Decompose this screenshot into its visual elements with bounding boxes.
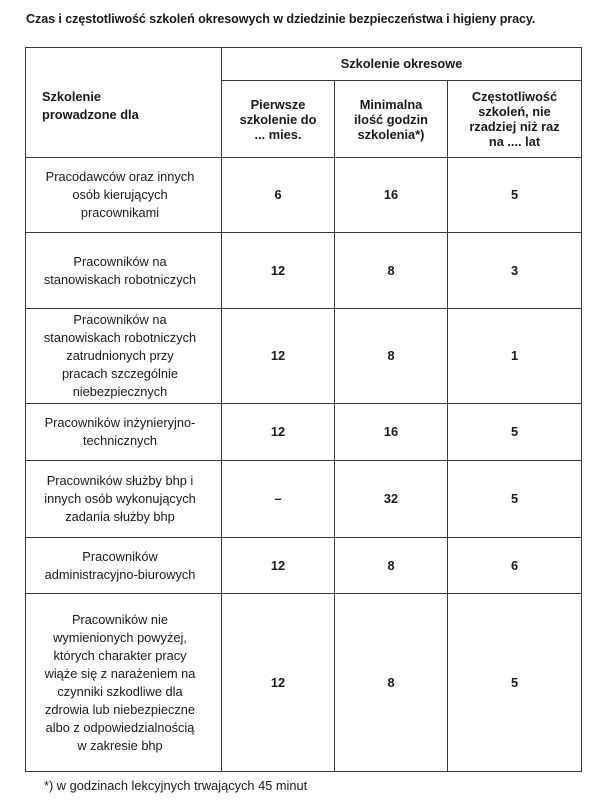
row-label-cell xyxy=(26,461,222,538)
header-column-frequency-text: Częstotliwość szkoleń, nie rzadziej niż raz na .... lat xyxy=(469,89,560,149)
value-min-hours: 8 xyxy=(335,309,448,404)
row-label: Pracodawców oraz innych osób kierujących pracownikami xyxy=(45,169,195,220)
value-min-hours: 16 xyxy=(335,404,448,461)
header-column-first-training xyxy=(222,81,335,158)
document-title: Czas i częstotliwość szkoleń okresowych w dziedzinie bezpieczeństwa i higieny pracy. xyxy=(26,12,536,26)
value-min-hours: 16 xyxy=(335,158,448,233)
table-row xyxy=(26,309,582,404)
value-frequency: 5 xyxy=(448,594,582,772)
row-label-cell xyxy=(26,594,222,772)
footnote: *) w godzinach lekcyjnych trwających 45 minut xyxy=(44,778,308,793)
row-label-cell xyxy=(26,158,222,233)
table-row xyxy=(26,158,582,233)
header-column-min-hours-text: Minimalna ilość godzin szkolenia*) xyxy=(354,96,428,142)
header-row-top xyxy=(26,48,582,81)
value-frequency: 1 xyxy=(448,309,582,404)
header-row-label-text: Szkolenie prowadzone dla xyxy=(42,88,139,122)
row-label: Pracowników administracyjno-biurowych xyxy=(44,548,196,582)
value-first-training: – xyxy=(222,461,335,538)
row-label: Pracowników służby bhp i innych osób wykonujących zadania służby bhp xyxy=(44,473,196,524)
row-label-cell xyxy=(26,309,222,404)
header-column-frequency xyxy=(448,81,582,158)
value-frequency: 5 xyxy=(448,404,582,461)
value-first-training: 6 xyxy=(222,158,335,233)
value-frequency: 3 xyxy=(448,233,582,309)
row-label-cell xyxy=(26,404,222,461)
value-min-hours: 32 xyxy=(335,461,448,538)
training-table xyxy=(25,47,582,772)
value-frequency: 5 xyxy=(448,461,582,538)
row-label: Pracowników na stanowiskach robotniczych zatrudnionych przy pracach szczególnie niebezpiecznych xyxy=(43,312,197,399)
table-row xyxy=(26,594,582,772)
value-frequency: 5 xyxy=(448,158,582,233)
table-row xyxy=(26,461,582,538)
value-first-training: 12 xyxy=(222,233,335,309)
row-label: Pracowników inżynieryjno-technicznych xyxy=(44,415,196,448)
table-row xyxy=(26,538,582,594)
header-column-min-hours xyxy=(335,81,448,158)
table-row xyxy=(26,404,582,461)
value-min-hours: 8 xyxy=(335,538,448,594)
header-column-first-training-text: Pierwsze szkolenie do ... mies. xyxy=(239,96,317,142)
row-label: Pracowników nie wymienionych powyżej, których charakter pracy wiąże się z narażeniem na czynniki szkodliwe dla zdrowia lub niebezpieczne albo z odpowiedzialnością w zakresie bhp xyxy=(44,611,196,753)
value-first-training: 12 xyxy=(222,594,335,772)
row-label: Pracowników na stanowiskach robotniczych xyxy=(43,253,197,287)
value-min-hours: 8 xyxy=(335,594,448,772)
row-label-cell xyxy=(26,538,222,594)
table-row xyxy=(26,233,582,309)
header-group-periodic: Szkolenie okresowe xyxy=(222,48,582,81)
value-first-training: 12 xyxy=(222,538,335,594)
value-frequency: 6 xyxy=(448,538,582,594)
header-row-label xyxy=(26,48,222,158)
row-label-cell xyxy=(26,233,222,309)
value-first-training: 12 xyxy=(222,309,335,404)
value-min-hours: 8 xyxy=(335,233,448,309)
value-first-training: 12 xyxy=(222,404,335,461)
